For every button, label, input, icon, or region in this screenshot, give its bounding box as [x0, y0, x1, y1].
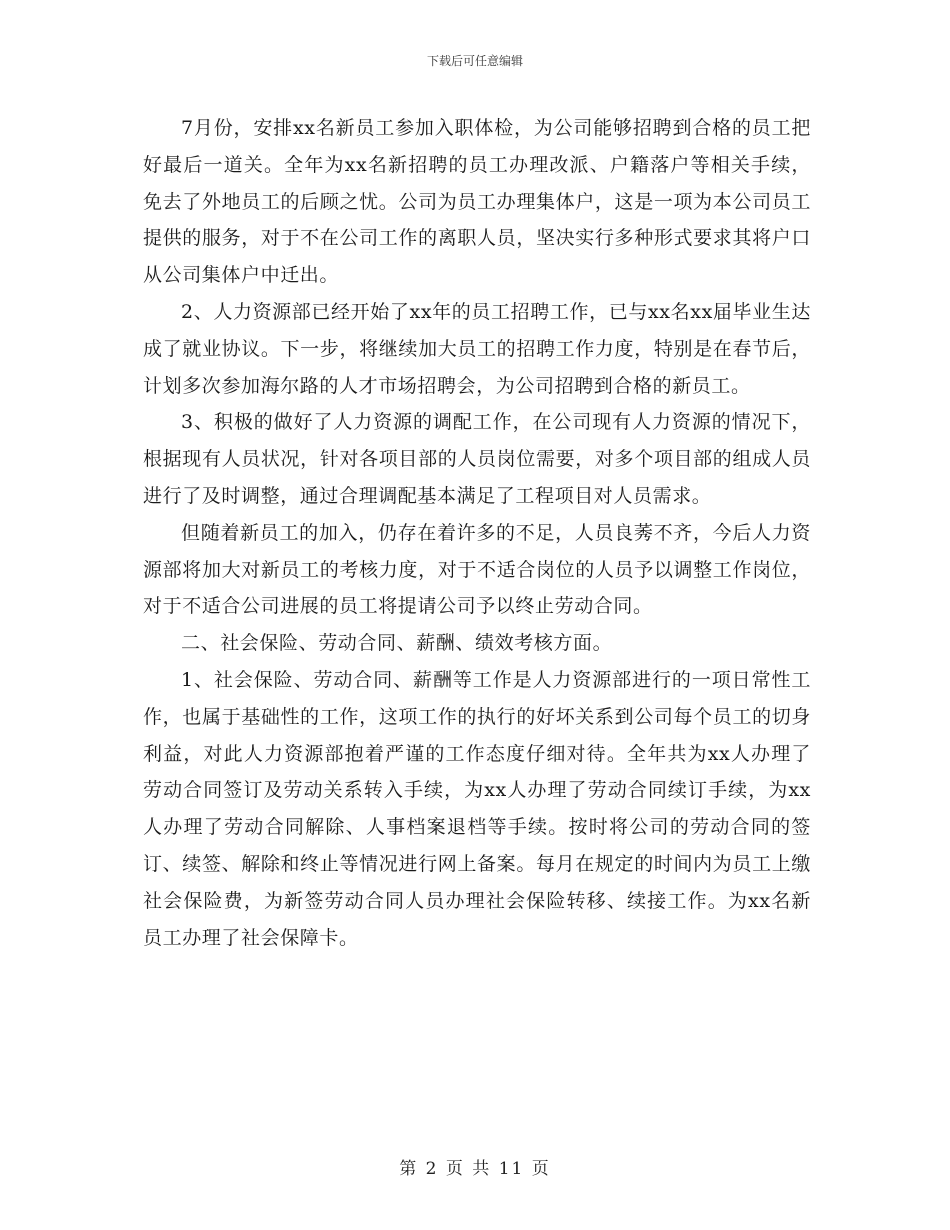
paragraph: 3、积极的做好了人力资源的调配工作，在公司现有人力资源的情况下，根据现有人员状况，针对各项目部的人员岗位需要，对多个项目部的组成人员进行了及时调整，通过合理调配基本满足了工程项目对人员需求。: [143, 411, 811, 507]
paragraph: 但随着新员工的加入，仍存在着许多的不足，人员良莠不齐，今后人力资源部将加大对新员工的考核力度，对于不适合岗位的人员予以调整工作岗位，对于不适合公司进展的员工将提请公司予以终止劳动合同。: [143, 521, 811, 618]
page-header: 下载后可任意编辑: [426, 54, 523, 68]
document-body: [143, 110, 811, 956]
paragraph: 1、社会保险、劳动合同、薪酬等工作是人力资源部进行的一项日常性工作，也属于基础性的工作，这项工作的执行的好坏关系到公司每个员工的切身利益，对此人力资源部抱着严谨的工作态度仔细对待。全年共为xx人办理了劳动合同签订及劳动关系转入手续，为xx人办理了劳动合同续订手续，为xx人办理了劳动合同解除、人事档案退档等手续。按时将公司的劳动合同的签订、续签、解除和终止等情况进行网上备案。每月在规定的时间内为员工上缴社会保险费，为新签劳动合同人员办理社会保险转移、续接工作。为xx名新员工办理了社会保障卡。: [143, 668, 811, 949]
page-number: 第 2 页 共 11 页: [399, 1159, 551, 1179]
section-heading: 二、社会保险、劳动合同、薪酬、绩效考核方面。: [181, 632, 613, 655]
paragraph: 7月份，安排xx名新员工参加入职体检，为公司能够招聘到合格的员工把好最后一道关。全年为xx名新招聘的员工办理改派、户籍落户等相关手续，免去了外地员工的后顾之忧。公司为员工办理集体户，这是一项为本公司员工提供的服务，对于不在公司工作的离职人员，坚决实行多种形式要求其将户口从公司集体户中迁出。: [143, 117, 811, 287]
paragraph: 2、人力资源部已经开始了xx年的员工招聘工作，已与xx名xx届毕业生达成了就业协议。下一步，将继续加大员工的招聘工作力度，特别是在春节后，计划多次参加海尔路的人才市场招聘会，为公司招聘到合格的新员工。: [143, 300, 811, 397]
